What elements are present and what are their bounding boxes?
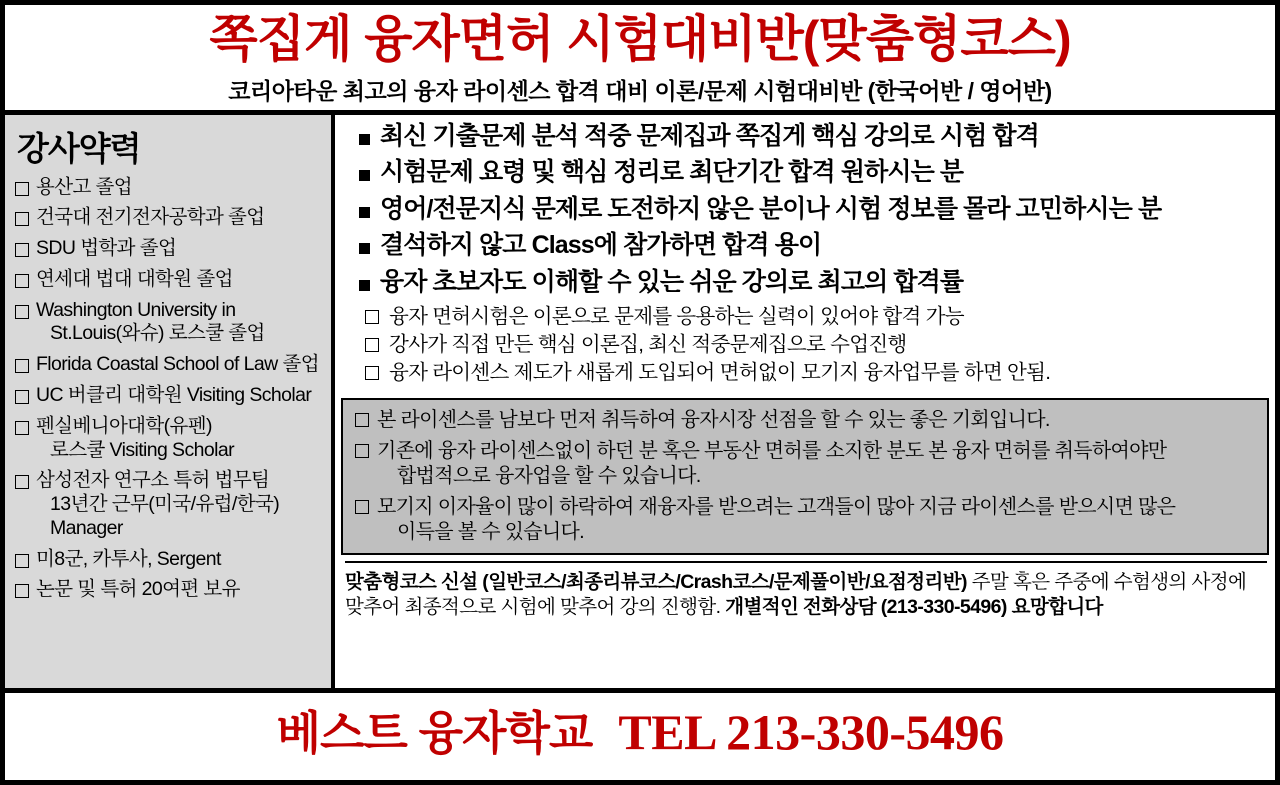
list-item [15, 578, 323, 602]
checkbox-icon [15, 475, 29, 489]
list-item-label: 본 라이센스를 남보다 먼저 취득하여 융자시장 선점을 할 수 있는 좋은 기회입니다. [377, 408, 1050, 431]
list-item-line3: Manager [50, 516, 123, 539]
checkbox-icon [15, 305, 29, 319]
list-item-label: 용산고 졸업 [36, 175, 133, 198]
list-item [353, 439, 1257, 489]
list-item-label: 논문 및 특허 20여편 보유 [36, 578, 240, 601]
list-item [15, 353, 323, 377]
checkbox-icon [15, 359, 29, 373]
list-item [351, 196, 1265, 224]
list-item-line1: 모기지 이자율이 많이 하락하여 재융자를 받으려는 고객들이 많아 지금 라이센스를 받으시면 많은 [377, 495, 1176, 518]
checkbox-icon [15, 584, 29, 598]
checkbox-icon [15, 243, 29, 257]
checkbox-icon [15, 421, 29, 435]
list-item-line2: 13년간 근무(미국/유럽/한국) [50, 493, 280, 516]
list-item-line1: 기존에 융자 라이센스없이 하던 분 혹은 부동산 면허를 소지한 분도 본 융자 면허를 취득하여야만 [377, 439, 1167, 462]
checkbox-icon [15, 554, 29, 568]
checkbox-icon [15, 212, 29, 226]
list-item-label: SDU 법학과 졸업 [36, 237, 177, 260]
instructor-profile-title: 강사약력 [17, 129, 141, 167]
list-item [351, 269, 1265, 297]
list-item [351, 232, 1265, 260]
square-bullet-icon [359, 170, 370, 181]
list-item [15, 299, 323, 347]
course-highlights [335, 115, 1275, 392]
list-item-label: 강사가 직접 만든 핵심 이론집, 최신 적중문제집으로 수업진행 [389, 333, 907, 357]
list-item [353, 408, 1257, 433]
brand-name: 베스트 융자학교 [276, 706, 593, 759]
course-footnote [345, 561, 1267, 621]
page-subtitle: 코리아타운 최고의 융자 라이센스 합격 대비 이론/문제 시험대비반 (한국어반 / 영어반) [228, 77, 1052, 104]
checkbox-icon [355, 444, 369, 458]
list-item [351, 123, 1265, 151]
list-item-label: 연세대 법대 대학원 졸업 [36, 267, 233, 290]
list-item-label [36, 299, 323, 347]
footnote-plain-1: 주말 혹은 주중에 수험생의 사정에 맞추어 최종적으로 시험에 맞추어 강의 진행함. [345, 570, 1247, 618]
list-item-label [36, 415, 323, 463]
body-section [5, 115, 1275, 688]
list-item-label [377, 495, 1175, 545]
list-item-label: 융자 초보자도 이해할 수 있는 쉬운 강의로 최고의 합격률 [380, 267, 964, 296]
list-item-label: 최신 기출문제 분석 적중 문제집과 쪽집게 핵심 강의로 시험 합격 [380, 121, 1039, 150]
footer-contact-bar [5, 688, 1275, 769]
list-item-label: 영어/전문지식 문제로 도전하지 않은 분이나 시험 정보를 몰라 고민하시는 분 [380, 194, 1162, 223]
checkbox-icon [365, 338, 379, 352]
list-item-label: 건국대 전기전자공학과 졸업 [36, 206, 265, 229]
checkbox-icon [355, 413, 369, 427]
list-item-label: 미8군, 카투사, Sergent [36, 547, 221, 570]
square-bullet-icon [359, 134, 370, 145]
footnote-strong-2: 개별적인 전화상담 (213-330-5496) 요망합니다 [725, 595, 1103, 618]
list-item [15, 268, 323, 292]
list-item [15, 548, 323, 572]
list-item-label: UC 버클리 대학원 Visiting Scholar [36, 383, 312, 406]
list-item [15, 384, 323, 408]
list-item-line2: St.Louis(와슈) 로스쿨 졸업 [50, 322, 265, 345]
checkbox-icon [365, 310, 379, 324]
list-item [15, 176, 323, 200]
list-item-line2: 로스쿨 Visiting Scholar [50, 438, 234, 461]
list-item-label: 시험문제 요령 및 핵심 정리로 최단기간 합격 원하시는 분 [380, 158, 964, 186]
footnote-strong-1: 맞춤형코스 신설 (일반코스/최종리뷰코스/Crash코스/문제풀이반/요점정리반) [345, 570, 967, 593]
list-item [15, 237, 323, 261]
list-item-label: 융자 라이센스 제도가 새롭게 도입되어 면허없이 모기지 융자업무를 하면 안됨. [389, 361, 1051, 385]
list-item-label: Florida Coastal School of Law 졸업 [36, 353, 319, 376]
list-item [15, 469, 323, 540]
list-item-label [36, 469, 323, 540]
instructor-profile-panel [5, 115, 335, 688]
list-item-label: 융자 면허시험은 이론으로 문제를 응용하는 실력이 있어야 합격 가능 [389, 305, 964, 328]
header-section [5, 5, 1275, 115]
list-item [351, 159, 1265, 187]
list-item [15, 415, 323, 463]
checkbox-icon [15, 274, 29, 288]
list-item-label: 결석하지 않고 Class에 참가하면 합격 용이 [380, 231, 822, 259]
checkbox-icon [15, 390, 29, 404]
course-details-panel [335, 115, 1275, 688]
list-item-line2: 이득을 볼 수 있습니다. [397, 520, 585, 543]
square-bullet-icon [359, 207, 370, 218]
list-item [353, 495, 1257, 545]
list-item-line1: 펜실베니아대학(유펜) [36, 414, 212, 437]
list-item [15, 206, 323, 230]
page-title: 쪽집게 융자면허 시험대비반(맞춤형코스) [209, 11, 1071, 67]
list-item [351, 305, 1265, 329]
checkbox-icon [15, 182, 29, 196]
square-bullet-icon [359, 280, 370, 291]
list-item [351, 333, 1265, 357]
list-item-line1: Washington University in [36, 298, 236, 321]
list-item-label [377, 439, 1166, 489]
notice-box [341, 398, 1269, 555]
checkbox-icon [365, 366, 379, 380]
square-bullet-icon [359, 243, 370, 254]
list-item [351, 361, 1265, 385]
phone-number[interactable]: TEL 213-330-5496 [618, 703, 1004, 760]
checkbox-icon [355, 500, 369, 514]
list-item-line2: 합법적으로 융자업을 할 수 있습니다. [397, 464, 701, 487]
list-item-line1: 삼성전자 연구소 특허 법무팀 [36, 469, 270, 492]
